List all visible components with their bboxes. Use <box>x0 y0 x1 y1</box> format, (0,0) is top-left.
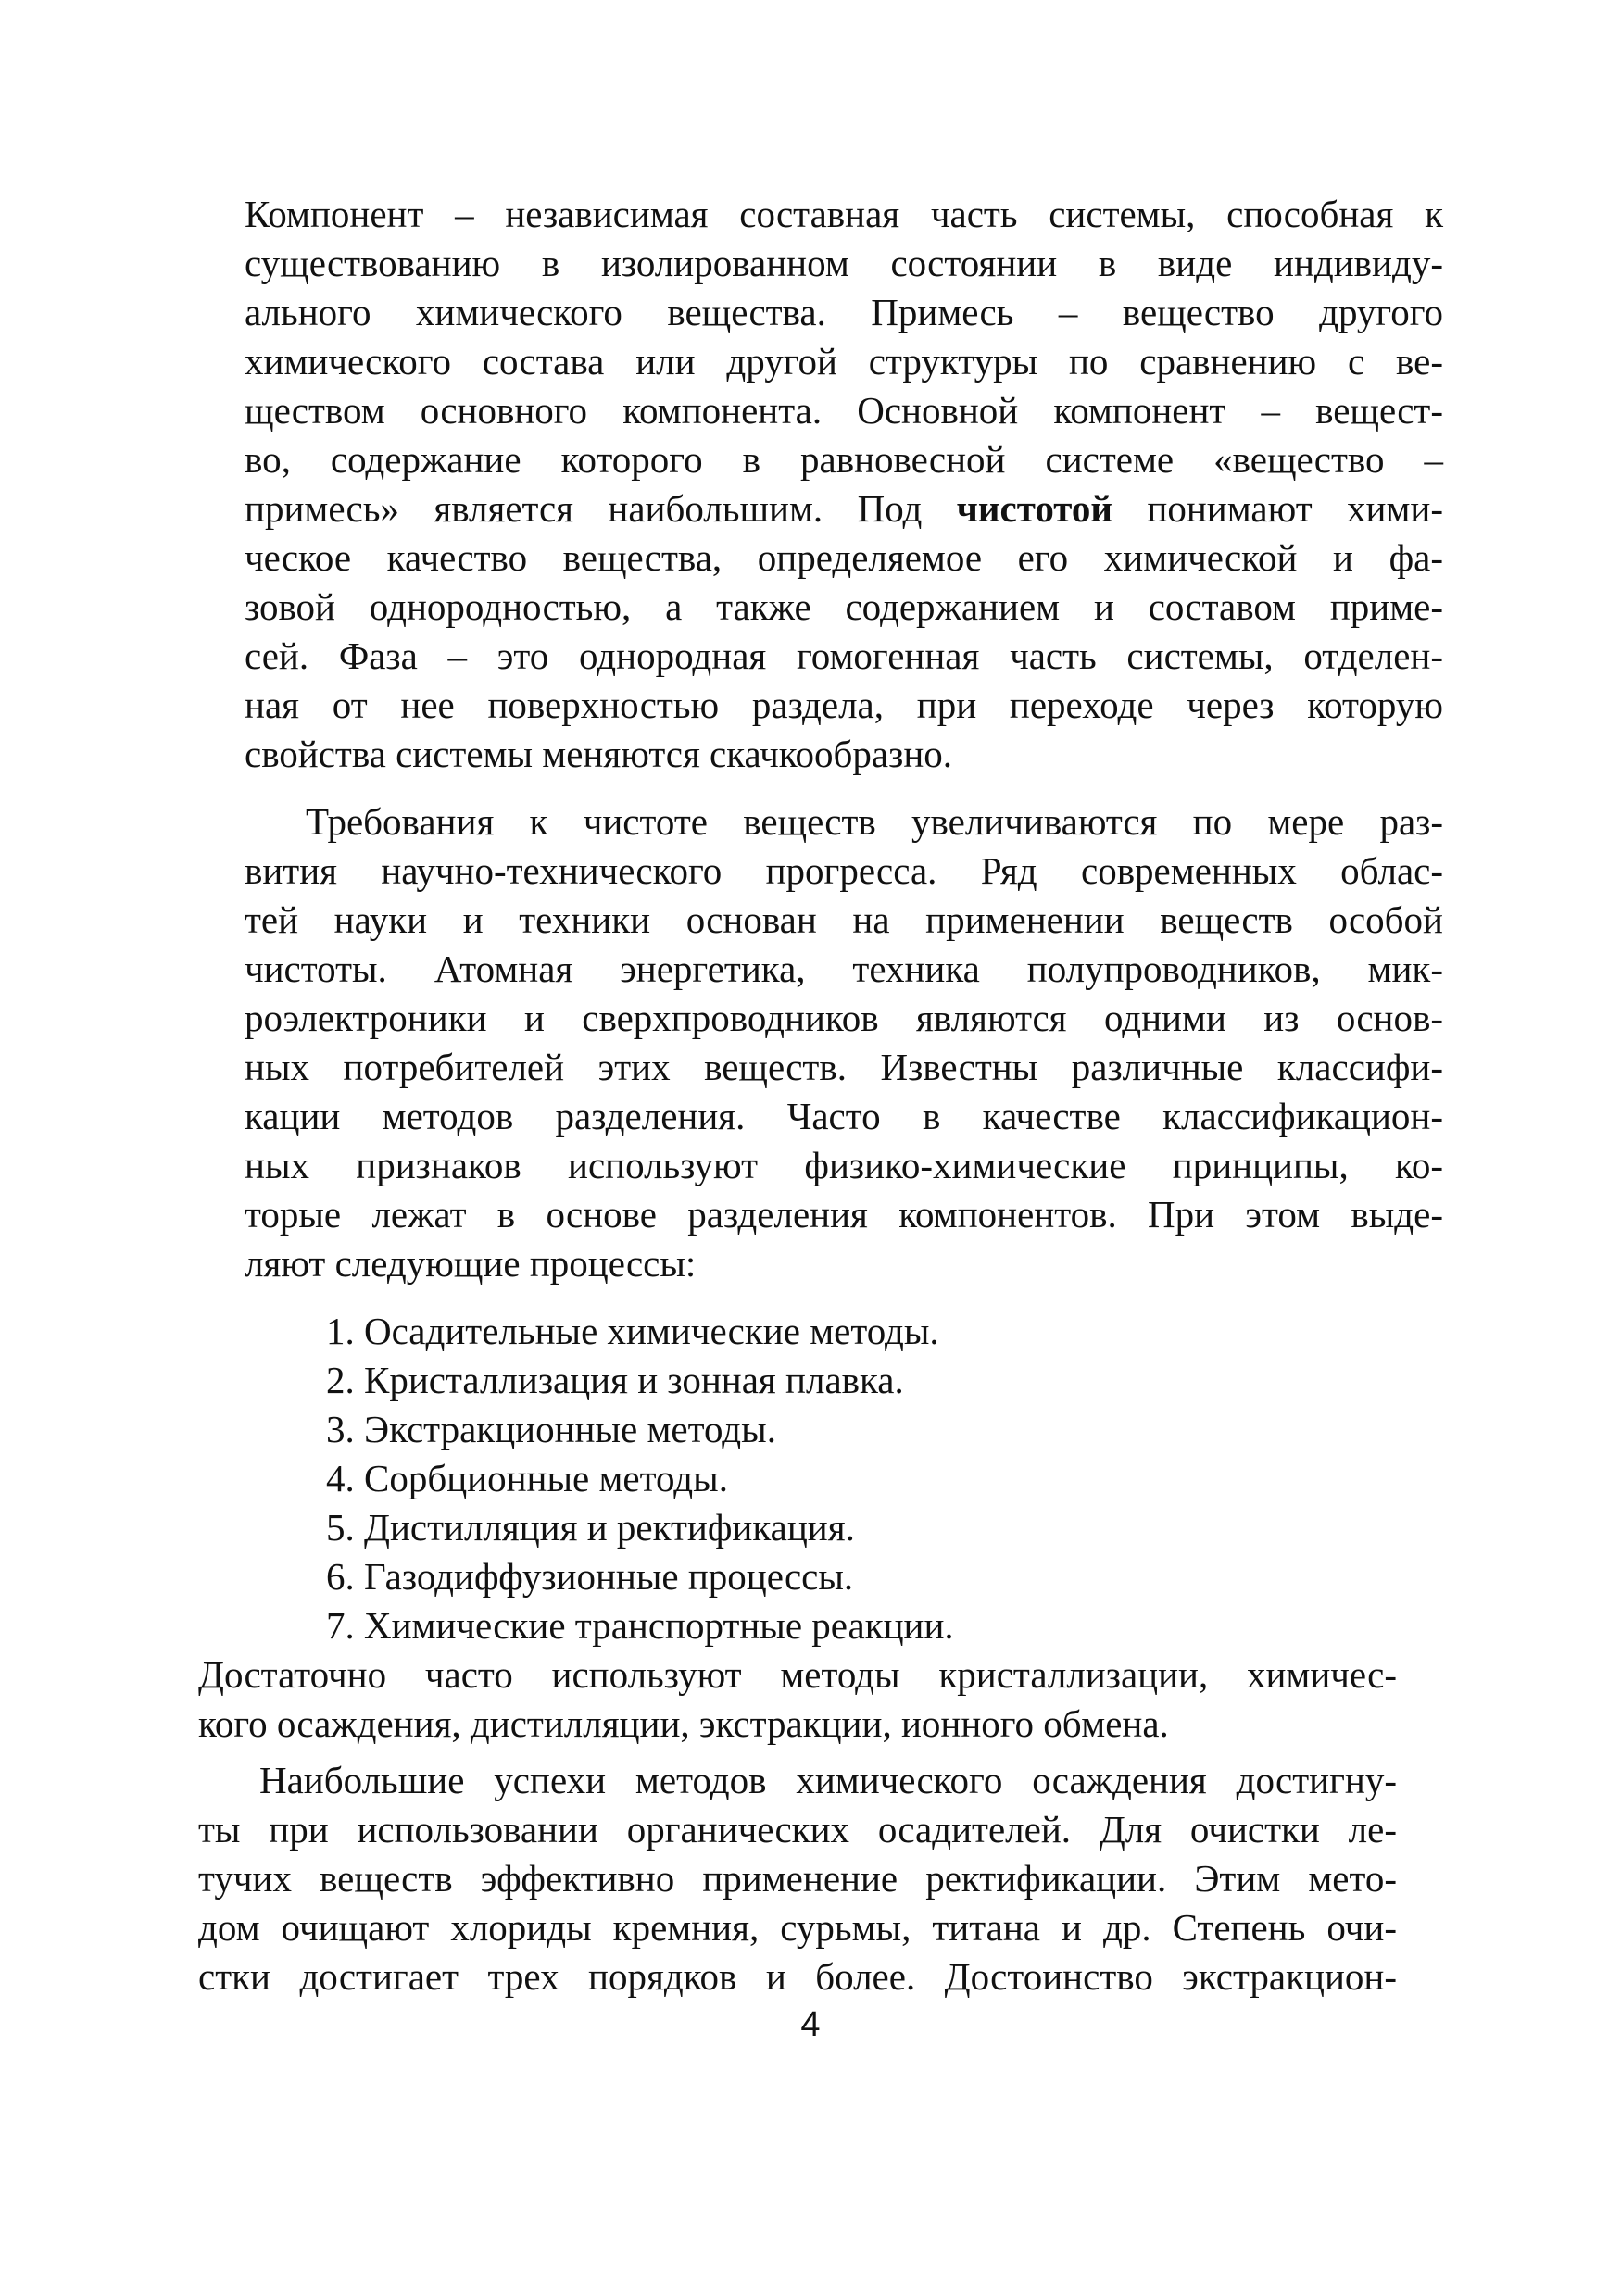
text-run: примесь» является наибольшим. Под <box>245 487 957 530</box>
list-item: 6. Газодиффузионные процессы. <box>326 1555 854 1598</box>
text-line: свойства системы меняются скачкообразно. <box>245 733 953 775</box>
text-line: тей науки и техники основан на применении веществ особой <box>245 898 1443 941</box>
text-line: во, содержание которого в равновесной системе «вещество – <box>245 438 1443 481</box>
list-item: 4. Сорбционные методы. <box>326 1457 728 1499</box>
text-line: зовой однородностью, а также содержанием и составом приме- <box>245 585 1443 628</box>
text-line-with-bold <box>245 484 1443 533</box>
text-line: стки достигает трех порядков и более. Достоинство экстракцион- <box>198 1955 1397 1998</box>
text-line: тучих веществ эффективно применение ректификации. Этим мето- <box>198 1857 1397 1900</box>
list-item: 5. Дистилляция и ректификация. <box>326 1506 855 1549</box>
text-line: ных потребителей этих веществ. Известны различные классифи- <box>245 1046 1443 1088</box>
text-line: дом очищают хлориды кремния, сурьмы, титана и др. Степень очи- <box>198 1906 1397 1949</box>
text-line: вития научно-технического прогресса. Ряд современных облас- <box>245 849 1443 892</box>
text-line: ты при использовании органических осадителей. Для очистки ле- <box>198 1808 1397 1851</box>
text-line: чистоты. Атомная энергетика, техника полупроводников, мик- <box>245 947 1443 990</box>
text-line: ляют следующие процессы: <box>245 1242 697 1285</box>
text-line: ческое качество вещества, определяемое его химической и фа- <box>245 536 1443 579</box>
text-line: Достаточно часто используют методы кристаллизации, химичес- <box>198 1653 1397 1696</box>
paragraph-gap <box>245 1288 1443 1307</box>
list-item: 1. Осадительные химические методы. <box>326 1310 939 1352</box>
text-run: понимают хими- <box>1112 487 1443 530</box>
list-item: 2. Кристаллизация и зонная плавка. <box>326 1359 904 1401</box>
text-line: Компонент – независимая составная часть системы, способная к <box>245 193 1443 235</box>
bold-term: чистотой <box>956 487 1113 530</box>
paragraph-definitions <box>245 190 1443 779</box>
text-line: кации методов разделения. Часто в качестве классификацион- <box>245 1095 1443 1137</box>
paragraph-requirements <box>245 797 1443 1288</box>
text-line: ществом основного компонента. Основной компонент – вещест- <box>245 389 1443 432</box>
paragraph-gap <box>245 779 1443 797</box>
methods-list <box>245 1307 1443 1650</box>
text-line: ального химического вещества. Примесь – вещество другого <box>245 291 1443 333</box>
text-line: кого осаждения, дистилляции, экстракции, ионного обмена. <box>198 1702 1169 1745</box>
paragraph-after-list <box>198 1650 1397 1749</box>
page-number: 4 <box>800 2005 821 2044</box>
text-line: химического состава или другой структуры по сравнению с ве- <box>245 340 1443 383</box>
text-line: существованию в изолированном состоянии в виде индивиду- <box>245 242 1443 284</box>
paragraph-precipitation <box>198 1756 1397 2001</box>
text-line: Наибольшие успехи методов химического осаждения достигну- <box>259 1759 1397 1801</box>
text-line: Требования к чистоте веществ увеличиваются по мере раз- <box>306 800 1443 843</box>
text-line: ная от нее поверхностью раздела, при переходе через которую <box>245 684 1443 726</box>
paragraph-gap <box>245 1749 1443 1756</box>
text-line: торые лежат в основе разделения компонентов. При этом выде- <box>245 1193 1443 1236</box>
text-line: сей. Фаза – это однородная гомогенная часть системы, отделен- <box>245 634 1443 677</box>
list-item: 7. Химические транспортные реакции. <box>326 1604 954 1647</box>
text-line: роэлектроники и сверхпроводников являются одними из основ- <box>245 997 1443 1039</box>
list-item: 3. Экстракционные методы. <box>326 1408 776 1450</box>
page-body <box>198 190 1443 2001</box>
text-line: ных признаков используют физико-химические принципы, ко- <box>245 1144 1443 1186</box>
